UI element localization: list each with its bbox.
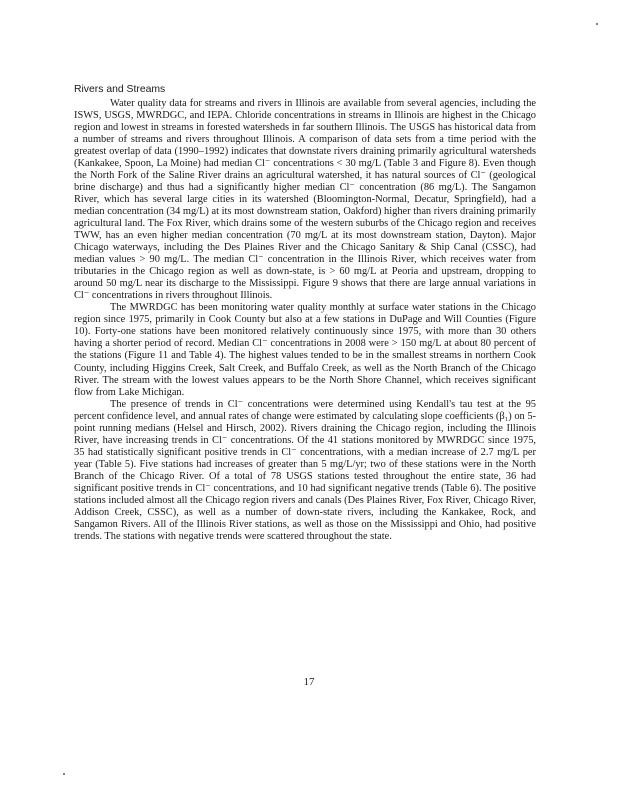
page-number: 17 <box>303 676 315 688</box>
scan-speck <box>63 773 65 775</box>
paragraph-2: The MWRDGC has been monitoring water quality monthly at surface water stations in the Chicago region since 1975, primarily in Cook County but also at a few stations in DuPage and Will Counties (Figure 10). Forty-one stations have been monitored relatively continuously since 1975, with more than 30 others having a shorter period of record. Median Cl⁻ concentrations in 2008 were > 150 mg/L at about 80 percent of the stations (Figure 11 and Table 4). The highest values tended to be in the smallest streams in northern Cook County, including Higgins Creek, Salt Creek, and Buffalo Creek, as well as the North Branch of the Chicago River. The stream with the lowest values appears to be the North Shore Channel, which receives significant flow from Lake Michigan. <box>74 302 536 398</box>
paragraph-3: The presence of trends in Cl⁻ concentrations were determined using Kendall's tau test at the 95 percent confidence level, and annual rates of change were estimated by calculating slope coefficients (β₁) on 5-point running medians (Helsel and Hirsch, 2002). Rivers draining the Chicago region, including the Illinois River, have increasing trends in Cl⁻ concentrations. Of the 41 stations monitored by MWRDGC since 1975, 35 had statistically significant positive trends in Cl⁻ concentrations, with a median increase of 2.7 mg/L per year (Table 5). Five stations had increases of greater than 5 mg/L/yr; two of these stations were in the North Branch of the Chicago River. Of a total of 78 USGS stations tested throughout the entire state, 36 had significant positive trends in Cl⁻ concentrations, and 10 had significant negative trends (Table 6). The positive stations included almost all the Chicago region rivers and canals (Des Plaines River, Fox River, Chicago River, Addison Creek, CSSC), as well as a number of down-state rivers, including the Kankakee, Rock, and Sangamon Rivers. All of the Illinois River stations, as well as those on the Mississippi and Ohio, had positive trends. The stations with negative trends were scattered throughout the state. <box>74 398 536 543</box>
section-heading: Rivers and Streams <box>74 84 166 95</box>
section-rivers-and-streams <box>74 84 536 543</box>
paragraph-1: Water quality data for streams and rivers in Illinois are available from several agencies, including the ISWS, USGS, MWRDGC, and IEPA. Chloride concentrations in streams in Illinois are highest in the Chicago region and lowest in streams in forested watersheds in far southern Illinois. The USGS has historical data from a number of streams and rivers throughout Illinois. A comparison of data sets from a time period with the greatest overlap of data (1990–1992) indicates that downstate rivers draining primarily agricultural watersheds (Kankakee, Spoon, La Moine) had median Cl⁻ concentrations < 30 mg/L (Table 3 and Figure 8). Even though the North Fork of the Saline River drains an agricultural watershed, it has natural sources of Cl⁻ (geological brine discharge) and thus had a significantly higher median Cl⁻ concentration (86 mg/L). The Sangamon River, which has several large cities in its watershed (Bloomington-Normal, Decatur, Springfield), had a median concentration (34 mg/L) at its most downstream station, Oakford) higher than rivers draining primarily agricultural land. The Fox River, which drains some of the western suburbs of the Chicago region and receives TWW, has an even higher median concentration (70 mg/L at its most downstream station, Dayton). Major Chicago waterways, including the Des Plaines River and the Chicago Sanitary & Ship Canal (CSSC), had median values > 90 mg/L. The median Cl⁻ concentration in the Illinois River, which receives water from tributaries in the Chicago region as well as down-state, is > 60 mg/L at Peoria and upstream, dropping to around 50 mg/L near its discharge to the Mississippi. Figure 9 shows that there are large annual variations in Cl⁻ concentrations in rivers throughout Illinois. <box>74 97 536 302</box>
scan-speck <box>596 23 598 25</box>
